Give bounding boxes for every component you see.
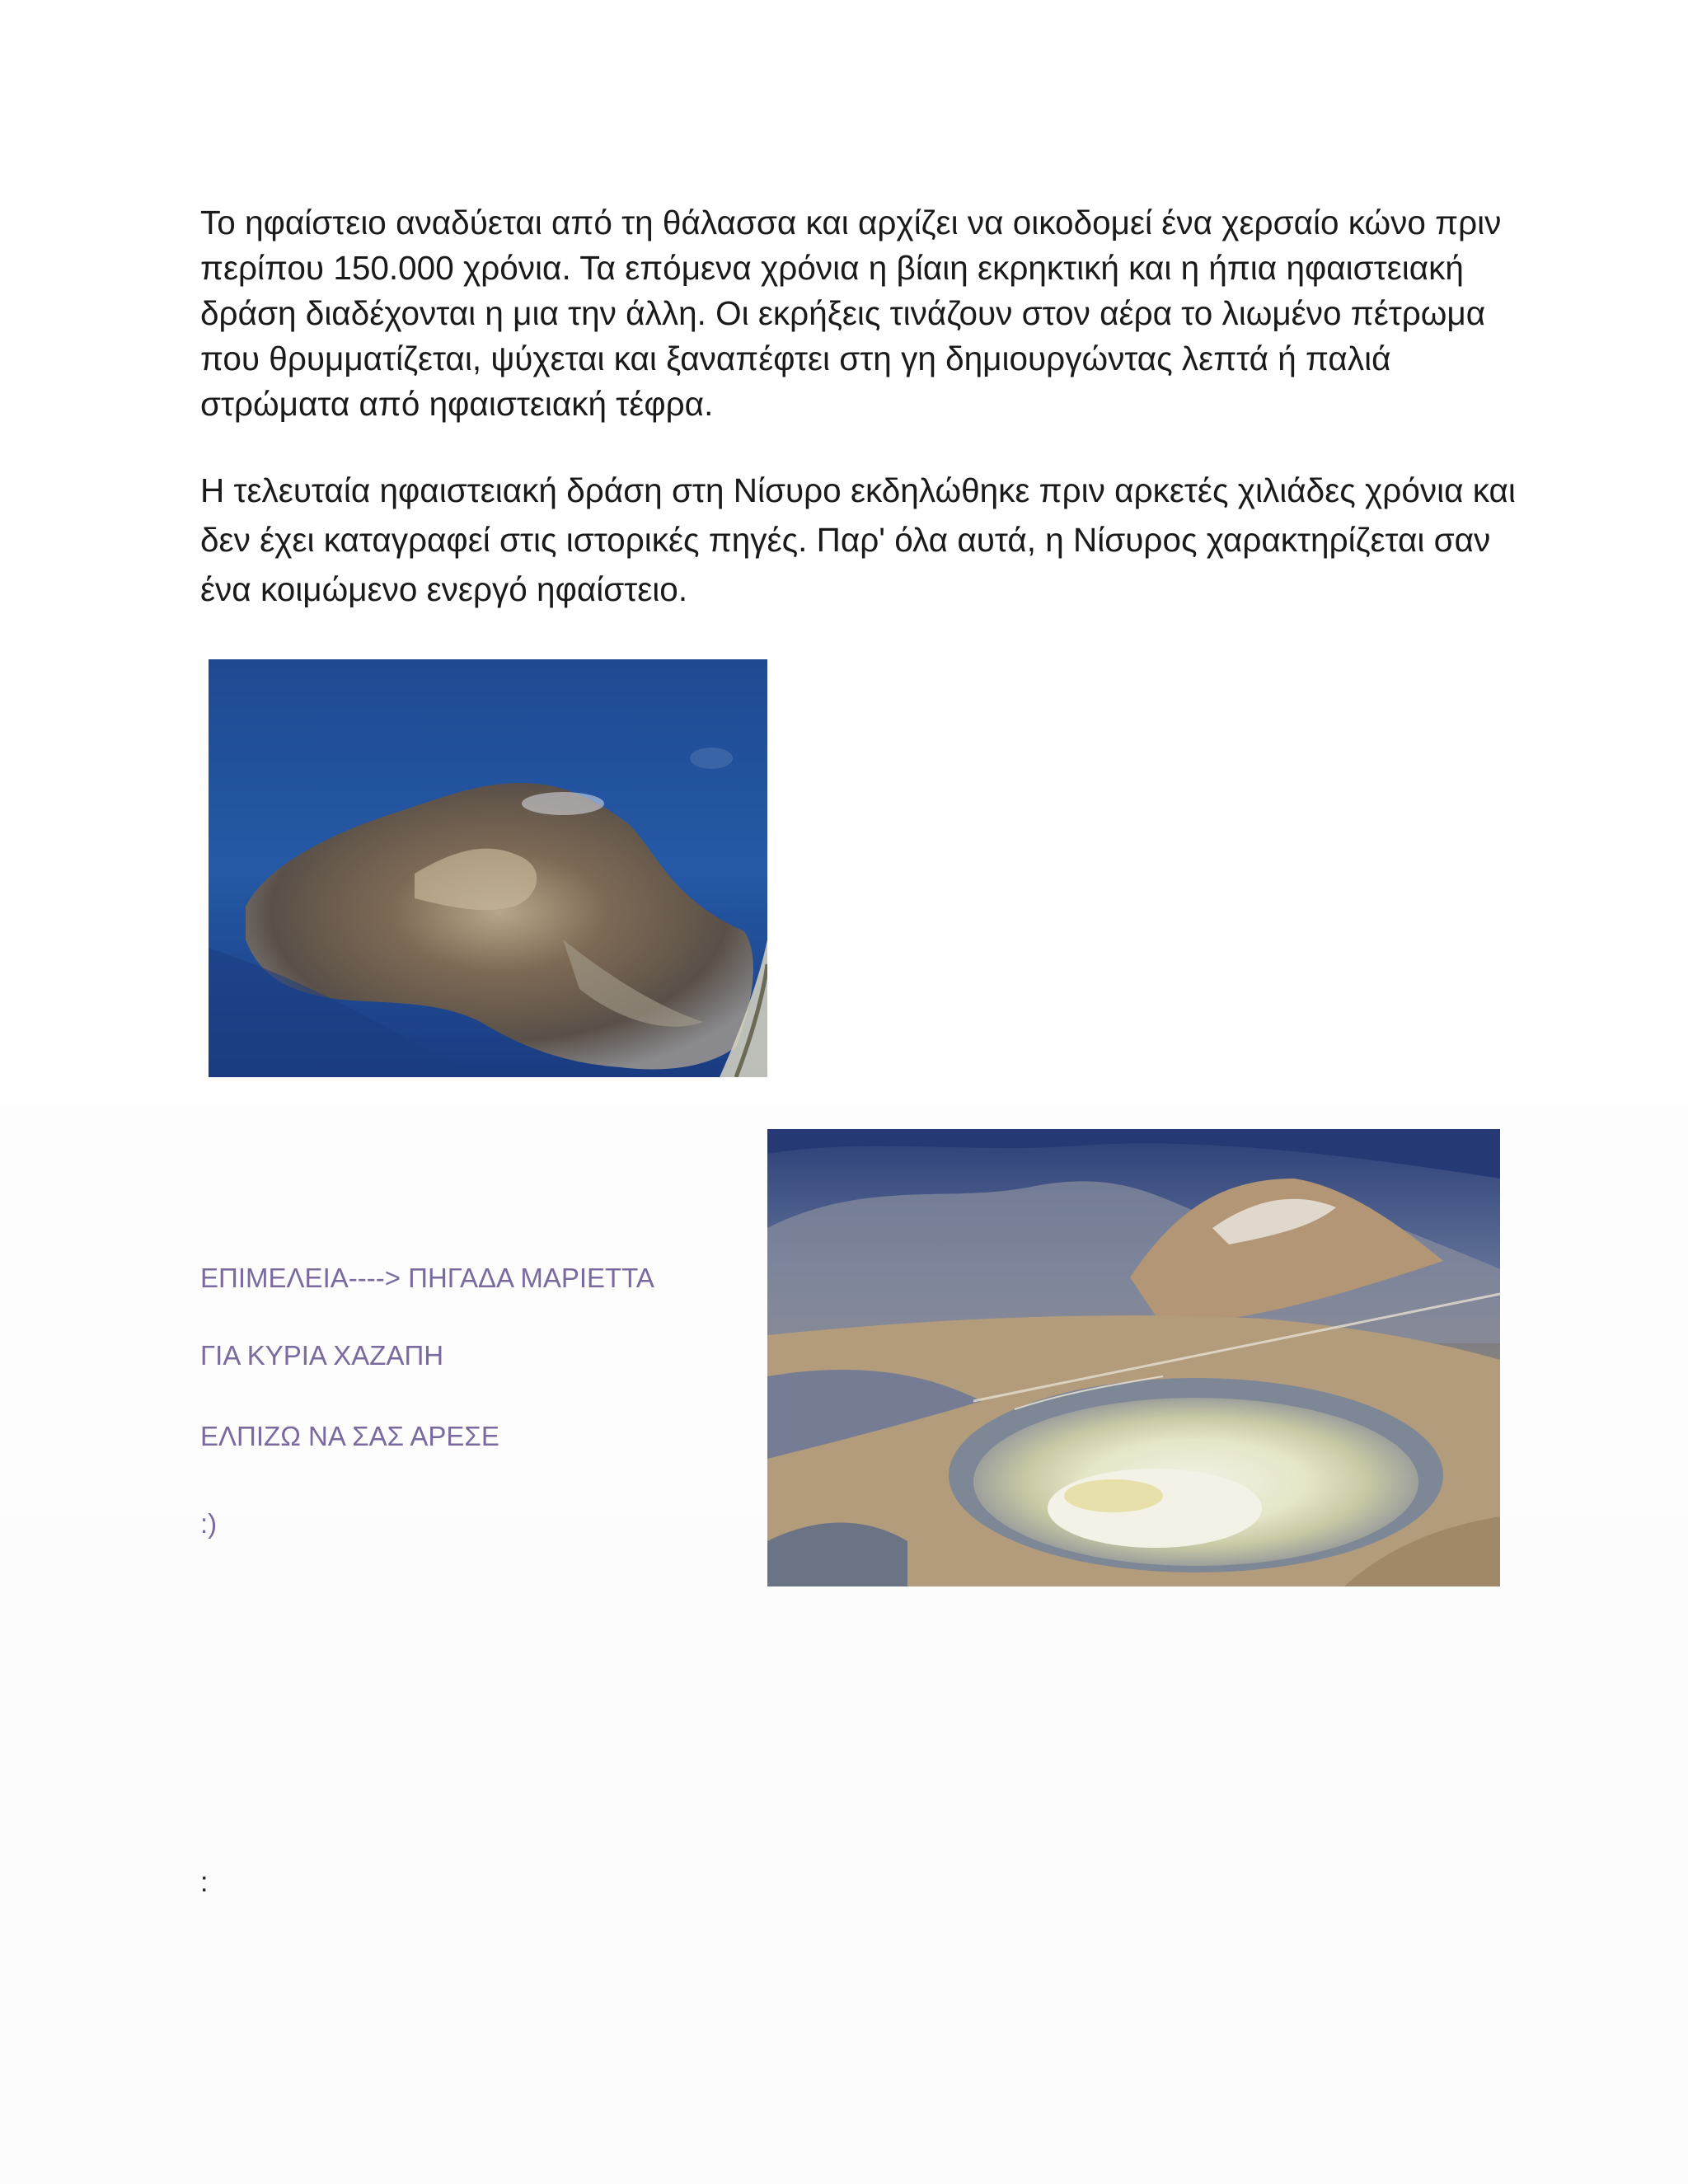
paragraph-eruption-history: Το ηφαίστειο αναδύεται από τη θάλασσα και αρχίζει να οικοδομεί ένα χερσαίο κώνο πριν περίπου 150.000 χρόνια. Τα επόμενα χρόνια η βίαιη εκρηκτική και η ήπια ηφαιστειακή δράση διαδέχονται η μια την άλλη. Οι εκρήξεις τινάζουν στον αέρα το λιωμένο πέτρωμα που θρυμματίζεται, ψύχεται και ξαναπέφτει στη γη δημιουργώντας λεπτά ή παλιά στρώματα από ηφαιστειακή τέφρα.: [200, 204, 1502, 423]
credit-teacher: ΓΙΑ ΚΥΡΙΑ ΧΑΖΑΠΗ: [200, 1340, 444, 1371]
paragraph-last-activity: Η τελευταία ηφαιστειακή δράση στη Νίσυρο εκδηλώθηκε πριν αρκετές χιλιάδες χρόνια και δεν έχει καταγραφεί στις ιστορικές πηγές. Παρ' όλα αυτά, η Νίσυρος χαρακτηρίζεται σαν ένα κοιμώμενο ενεργό ηφαίστειο.: [200, 471, 1516, 608]
credit-editor: ΕΠΙΜΕΛΕΙΑ----> ΠΗΓΑΔΑ ΜΑΡΙΕΤΤΑ: [200, 1263, 654, 1293]
credit-smiley: :): [200, 1508, 218, 1539]
trailing-colon: :: [200, 1867, 209, 1898]
volcanic-crater-photo: [767, 1129, 1500, 1586]
island-aerial-photo: [209, 659, 767, 1077]
credit-wish: ΕΛΠΙΖΩ ΝΑ ΣΑΣ ΑΡΕΣΕ: [200, 1421, 499, 1451]
